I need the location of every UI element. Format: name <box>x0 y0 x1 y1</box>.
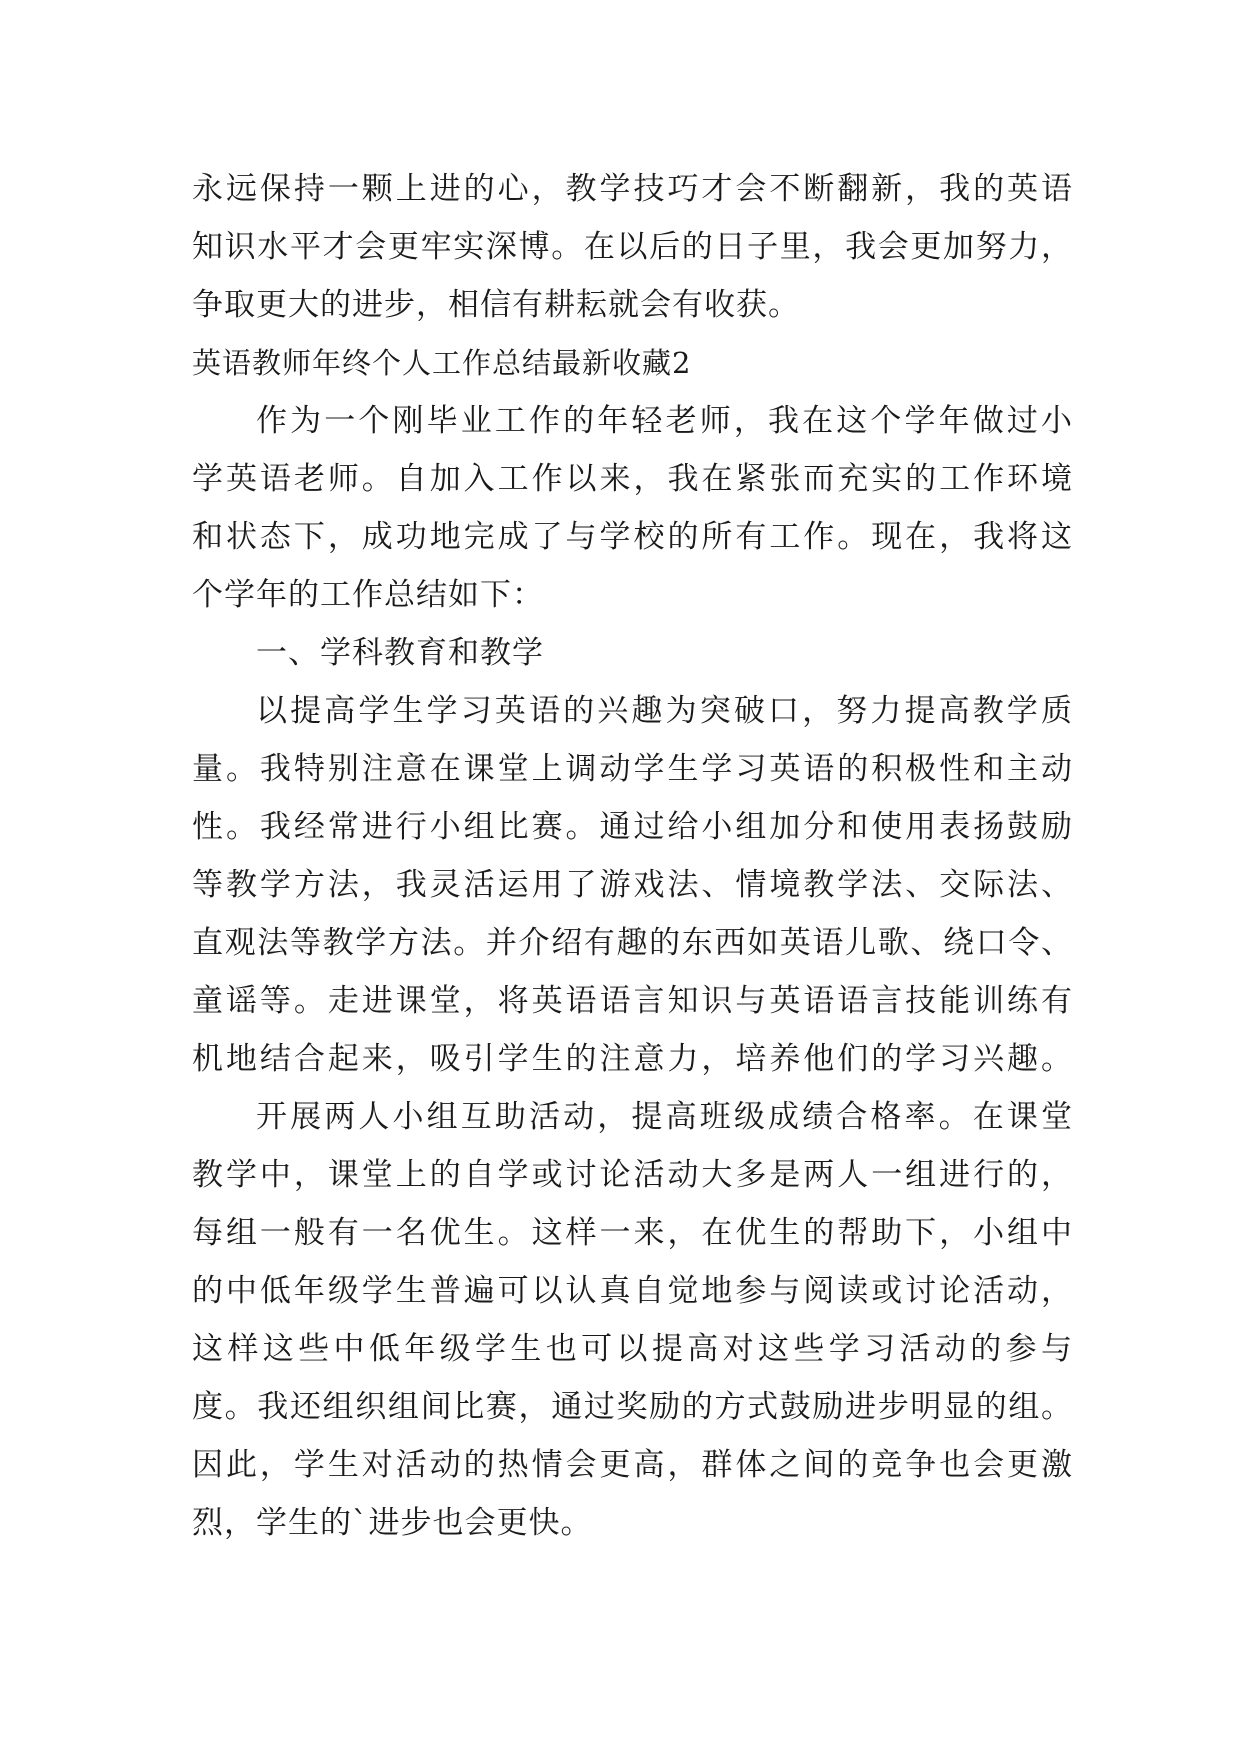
text-line: 个学年的工作总结如下： <box>192 577 544 613</box>
text-line: 永远保持一颗上进的心，教学技巧才会不断翻新，我的英语 <box>192 171 1072 207</box>
text-line: 争取更大的进步，相信有耕耘就会有收获。 <box>192 287 800 323</box>
text-line: 度。我还组织组间比赛，通过奖励的方式鼓励进步明显的组。 <box>192 1389 1072 1425</box>
text-line: 每组一般有一名优生。这样一来，在优生的帮助下，小组中 <box>192 1215 1072 1251</box>
text-line: 教学中，课堂上的自学或讨论活动大多是两人一组进行的， <box>192 1157 1072 1193</box>
text-line: 这样这些中低年级学生也可以提高对这些学习活动的参与 <box>192 1331 1072 1367</box>
text-line: 等教学方法，我灵活运用了游戏法、情境教学法、交际法、 <box>192 867 1072 903</box>
text-line: 性。我经常进行小组比赛。通过给小组加分和使用表扬鼓励 <box>192 809 1072 845</box>
text-line: 直观法等教学方法。并介绍有趣的东西如英语儿歌、绕口令、 <box>192 925 1072 961</box>
section-title: 英语教师年终个人工作总结最新收藏2 <box>192 346 692 380</box>
text-line: 知识水平才会更牢实深博。在以后的日子里，我会更加努力， <box>192 229 1072 265</box>
document-body <box>192 160 1072 1552</box>
text-line: 童谣等。走进课堂，将英语语言知识与英语语言技能训练有 <box>192 983 1072 1019</box>
text-line: 以提高学生学习英语的兴趣为突破口，努力提高教学质 <box>256 693 1072 729</box>
text-line: 量。我特别注意在课堂上调动学生学习英语的积极性和主动 <box>192 751 1072 787</box>
text-line: 机地结合起来，吸引学生的注意力，培养他们的学习兴趣。 <box>192 1041 1072 1077</box>
text-line: 和状态下，成功地完成了与学校的所有工作。现在，我将这 <box>192 519 1072 555</box>
text-line: 学英语老师。自加入工作以来，我在紧张而充实的工作环境 <box>192 461 1072 497</box>
text-line: 开展两人小组互助活动，提高班级成绩合格率。在课堂 <box>256 1099 1072 1135</box>
text-line: 因此，学生对活动的热情会更高，群体之间的竞争也会更激 <box>192 1447 1072 1483</box>
subsection-heading: 一、学科教育和教学 <box>256 635 544 671</box>
text-line: 烈，学生的`进步也会更快。 <box>192 1505 593 1541</box>
text-line: 作为一个刚毕业工作的年轻老师，我在这个学年做过小 <box>256 403 1072 439</box>
text-line: 的中低年级学生普遍可以认真自觉地参与阅读或讨论活动， <box>192 1273 1072 1309</box>
